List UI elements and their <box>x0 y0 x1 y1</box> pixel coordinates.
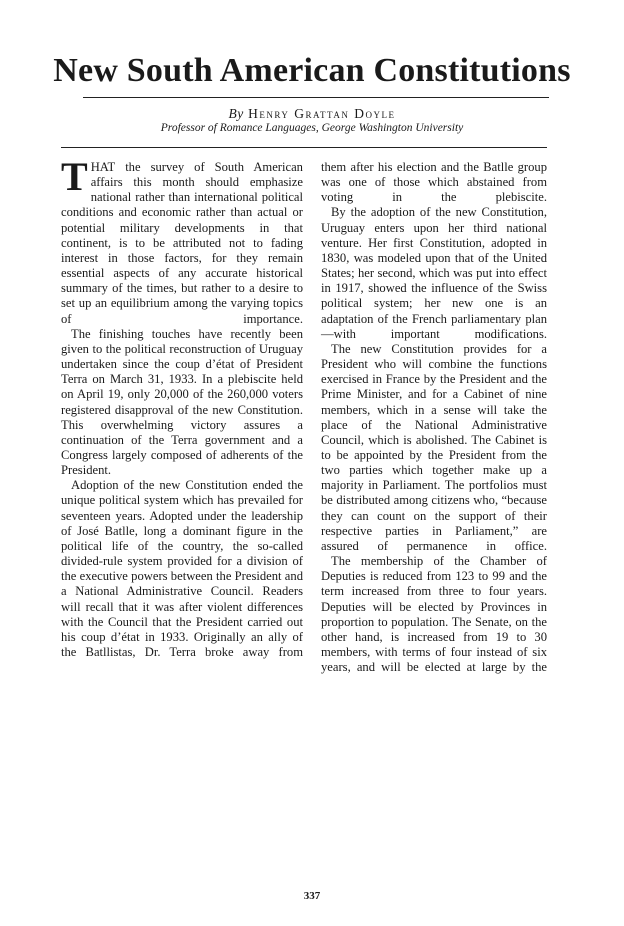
byline <box>0 106 624 122</box>
article-title: New South American Constitutions <box>53 52 571 89</box>
title-rule <box>83 97 549 98</box>
first-word: HAT <box>90 160 116 174</box>
author-affiliation: Professor of Romance Languages, George Washington University <box>160 122 464 134</box>
left-column <box>61 154 303 660</box>
right-column <box>321 160 547 675</box>
page-number: 337 <box>303 890 321 902</box>
drop-cap: T <box>61 154 88 199</box>
paragraph: Adoption of the new Constitution ended the unique political system which has prevailed for seventeen years. Adopted under the leadership of José Batlle, long a dominant figure in the political life of the country, the so-called divided-rule system provided for a division of the executive powers between the President and a National Administrative Council. Readers will recall that it was after violent differences with the Council that the President carried out his coup d’état in 1933. Originally an ally of the Batllistas, Dr. Terra broke away from <box>61 478 303 659</box>
paragraph: By the adoption of the new Constitution, Uruguay enters upon her third national venture. Her first Constitution, adopted in 1830, was modeled upon that of the United States; her second, which was put into effect in 1917, showed the influence of the Swiss political system; her new one is an adaptation of the French parliamentary plan—with important modifications. <box>321 205 547 341</box>
paragraph: The finishing touches have recently been given to the political reconstruction of Uruguay undertaken since the coup d’état of President Terra on March 31, 1933. In a plebiscite held on April 19, only 20,000 of the 260,000 voters registered disapproval of the new Constitution. This overwhelming victory assures a continuation of the Terra government and a Congress largely composed of adherents of the President. <box>61 326 303 478</box>
paragraph: them after his election and the Batlle group was one of those which abstained from voting in the plebiscite. <box>321 160 547 205</box>
header-rule <box>61 147 547 148</box>
paragraph-text: the survey of South American affairs this month should emphasize national rather than international political conditions and economic rather than actual or potential military developments in that continent, is to be attributed not to fading interest in those factors, for they remain essential aspects of any accurate historical summary of the times, but rather to a desire to set up an equilibrium among the varying topics of importance. <box>61 160 303 326</box>
byline-prefix: By <box>228 106 244 121</box>
paragraph: The membership of the Chamber of Deputies is reduced from 123 to 99 and the term increased from three to four years. Deputies will be elected by Provinces in proportion to population. The Senate, on the other hand, is increased from 19 to 30 members, with terms of four instead of six years, and will be elected at large by the <box>321 554 547 675</box>
paragraph <box>61 154 303 327</box>
paragraph: The new Constitution provides for a President who will combine the functions exercised in France by the President and the Prime Minister, and for a Cabinet of nine members, which in a sense will take the place of the National Administrative Council, which is abolished. The Cabinet is to be appointed by the President from the two parties which together make up a majority in Parliament. The portfolios must be distributed among citizens who, “because they can count on the support of their respective parties in Parliament,” are assured of permanence in office. <box>321 341 547 553</box>
author-name: Henry Grattan Doyle <box>248 106 396 121</box>
